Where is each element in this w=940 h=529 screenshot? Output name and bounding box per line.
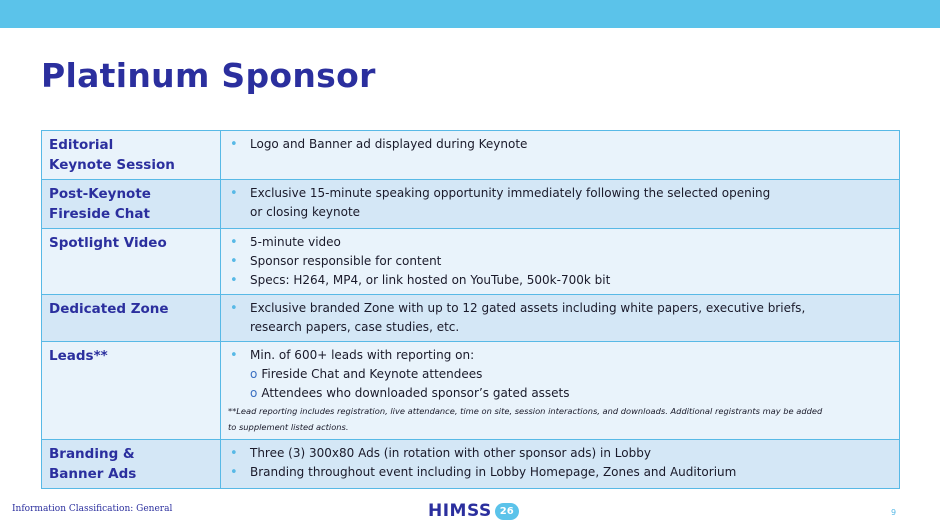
bullet-icon: • xyxy=(230,465,238,480)
table-row xyxy=(42,131,900,180)
row-detail-cell xyxy=(221,229,900,295)
logo-badge: 26 xyxy=(495,503,519,520)
table-row xyxy=(42,440,900,489)
row-label-line: Fireside Chat xyxy=(49,206,150,222)
row-label-line: Branding & xyxy=(49,446,135,462)
list-item: • Specs: H264, MP4, or link hosted on YouTube, 500k-700k bit xyxy=(230,273,611,288)
row-label-line: Spotlight Video xyxy=(49,235,167,251)
circle-bullet-icon: o xyxy=(250,367,258,381)
row-label-cell xyxy=(42,180,221,229)
list-item: • Sponsor responsible for content xyxy=(230,254,442,269)
logo-text: HIMSS xyxy=(428,501,492,521)
row-label-cell xyxy=(42,342,221,440)
himss-logo xyxy=(428,500,519,522)
bullet-icon: • xyxy=(230,254,238,269)
row-label-line: Banner Ads xyxy=(49,466,137,482)
sponsor-benefits-table xyxy=(41,130,900,489)
row-label-line: Leads** xyxy=(49,348,108,364)
list-item: • Exclusive 15-minute speaking opportunity immediately following the selected opening or closing keynote xyxy=(230,186,771,219)
bullet-icon: • xyxy=(230,273,238,288)
bullet-icon: • xyxy=(230,348,238,363)
row-label-line: Post-Keynote xyxy=(49,186,151,202)
row-label-line: Editorial xyxy=(49,137,114,153)
table-row xyxy=(42,180,900,229)
circle-bullet-icon: o xyxy=(250,386,258,400)
row-label-line: Keynote Session xyxy=(49,157,175,173)
row-label-cell xyxy=(42,295,221,342)
page-number: 9 xyxy=(891,508,897,517)
table-row xyxy=(42,229,900,295)
table-row xyxy=(42,295,900,342)
sub-list-item: o Attendees who downloaded sponsor’s gated assets xyxy=(250,386,570,400)
row-detail-cell xyxy=(221,131,900,180)
row-label-line: Dedicated Zone xyxy=(49,301,169,317)
row-label-cell xyxy=(42,131,221,180)
bullet-icon: • xyxy=(230,446,238,461)
footer-classification: Information Classification: General xyxy=(12,504,173,514)
list-item: • Min. of 600+ leads with reporting on: xyxy=(230,348,475,363)
list-item: • Three (3) 300x80 Ads (in rotation with other sponsor ads) in Lobby xyxy=(230,446,651,461)
table-row xyxy=(42,342,900,440)
top-banner-bar xyxy=(0,0,940,28)
row-detail-cell xyxy=(221,295,900,342)
bullet-icon: • xyxy=(230,137,238,152)
row-label-cell xyxy=(42,440,221,489)
leads-footnote: **Lead reporting includes registration, live attendance, time on site, session interactions, and downloads. Additional registrants may be added to supplement listed actions. xyxy=(228,406,823,432)
row-detail-cell xyxy=(221,180,900,229)
row-label-cell xyxy=(42,229,221,295)
bullet-icon: • xyxy=(230,186,238,201)
row-detail-cell xyxy=(221,342,900,440)
page-title: Platinum Sponsor xyxy=(41,56,376,95)
sub-list-item: o Fireside Chat and Keynote attendees xyxy=(250,367,483,381)
bullet-icon: • xyxy=(230,301,238,316)
list-item: • Branding throughout event including in Lobby Homepage, Zones and Auditorium xyxy=(230,465,737,480)
bullet-icon: • xyxy=(230,235,238,250)
list-item: • 5-minute video xyxy=(230,235,341,250)
list-item: • Logo and Banner ad displayed during Keynote xyxy=(230,137,528,152)
list-item: • Exclusive branded Zone with up to 12 gated assets including white papers, executive briefs, research papers, case studies, etc. xyxy=(230,301,806,334)
row-detail-cell xyxy=(221,440,900,489)
